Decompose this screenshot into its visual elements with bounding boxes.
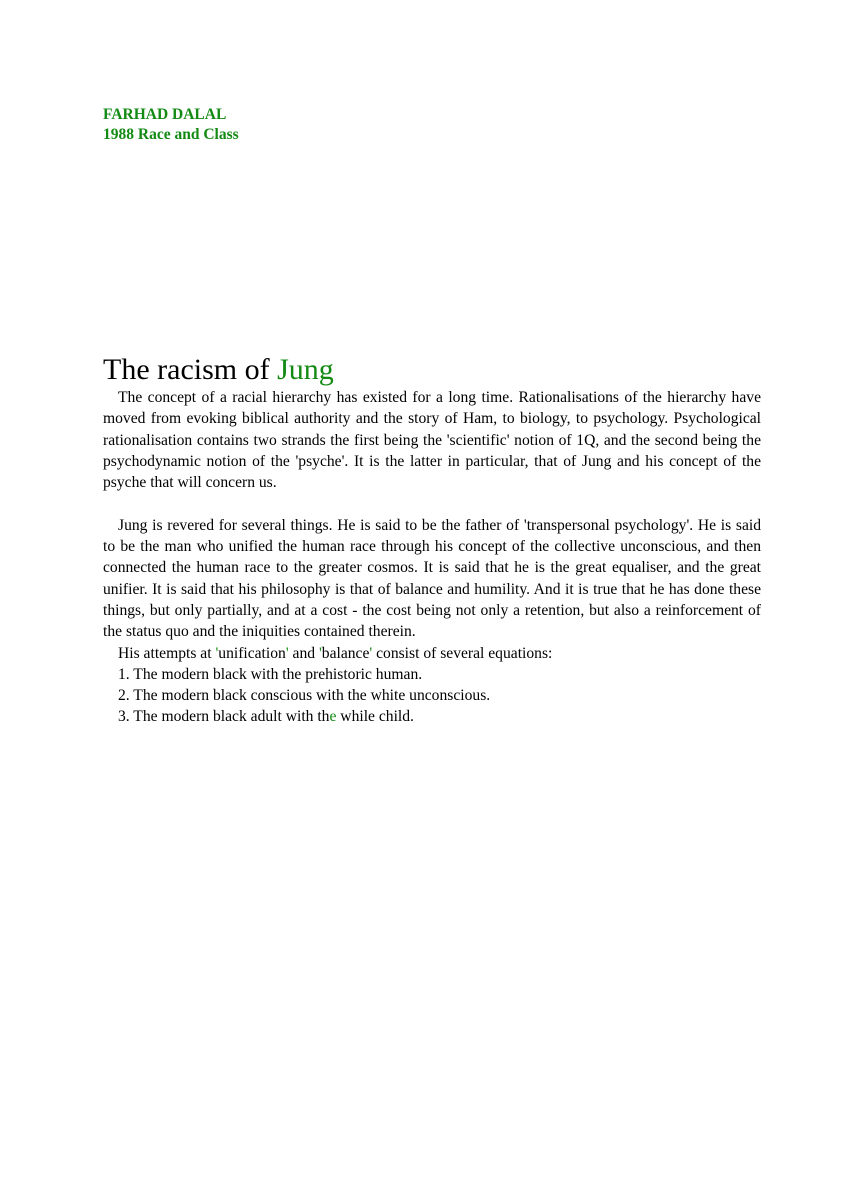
- paragraph-2: Jung is revered for several things. He is said to be the father of 'transpersonal psychology'. He is said to be the man who unified the human race through his concept of the collective unconscious, and then connected the human race to the greater cosmos. It is said that he is the great equaliser, and the great unifier. It is said that his philosophy is that of balance and humility. And it is true that he has done these things, but only partially, and at a cost - the cost being not only a retention, but also a reinforcement of the status quo and the iniquities contained therein.: [103, 516, 761, 641]
- article-title: [103, 350, 334, 390]
- publication-source: 1988 Race and Class: [103, 126, 239, 143]
- equation-item-2: 2. The modern black conscious with the white unconscious.: [118, 687, 491, 705]
- document-header: [103, 105, 239, 145]
- paragraph-spacer: [103, 493, 761, 514]
- equation-item-1: 1. The modern black with the prehistoric human.: [118, 665, 423, 683]
- article-body: [103, 387, 761, 728]
- article-title-highlight: Jung: [277, 353, 334, 386]
- paragraph-1: The concept of a racial hierarchy has existed for a long time. Rationalisations of the hierarchy have moved from evoking biblical authority and the story of Ham, to biology, to psychology. Psychological rationalisation contains two strands the first being the 'scientific' notion of 1Q, and the second being the psychodynamic notion of the 'psyche'. It is the latter in particular, that of Jung and his concept of the psyche that will concern us.: [103, 389, 761, 492]
- equations-intro: His attempts at 'unification' and 'balance' consist of several equations:: [118, 644, 553, 662]
- equation-item-3: 3. The modern black adult with the while child.: [118, 708, 414, 726]
- author-name: FARHAD DALAL: [103, 106, 227, 123]
- article-title-prefix: The racism of: [103, 353, 278, 386]
